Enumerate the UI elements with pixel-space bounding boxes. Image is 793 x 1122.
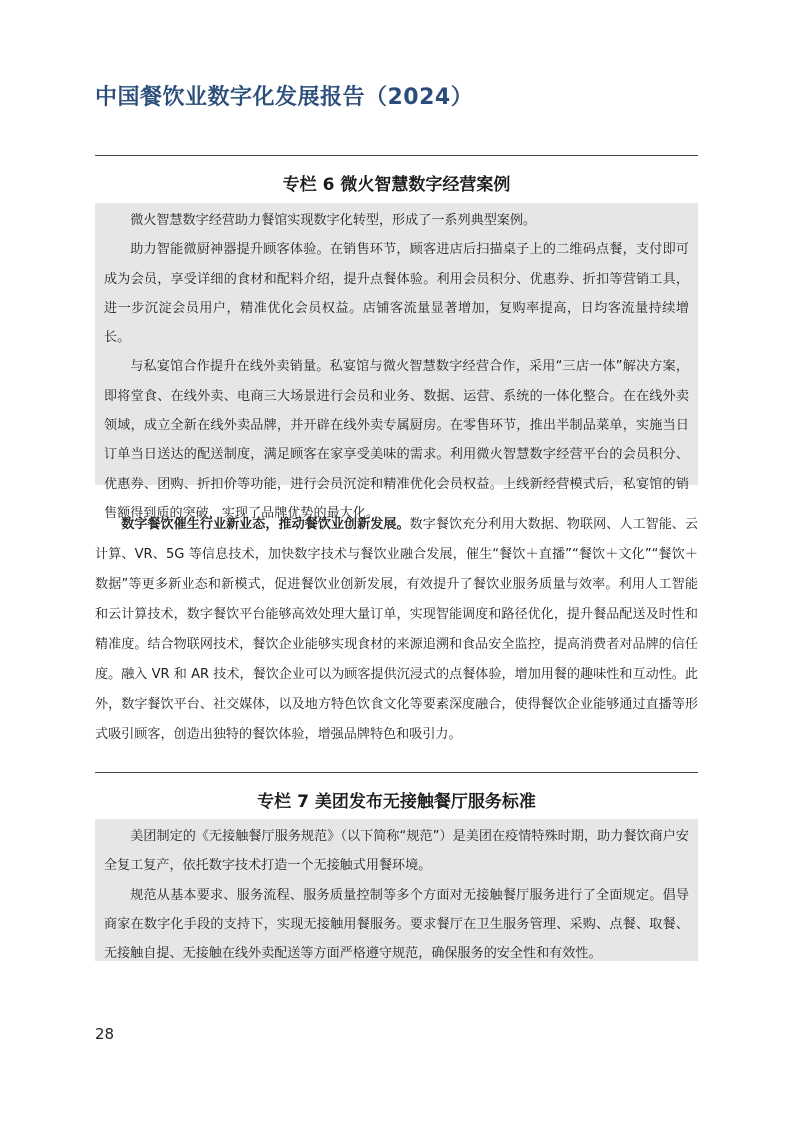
column7-paragraph: 美团制定的《无接触餐厅服务规范》（以下简称“规范”）是美团在疫情特殊时期，助力餐饮商户安全复工复产，依托数字技术打造一个无接触式用餐环境。	[104, 829, 689, 874]
column6-title: 专栏 6 微火智慧数字经营案例	[282, 175, 511, 195]
column7-box	[95, 819, 698, 961]
column6-top-rule	[95, 155, 698, 156]
column7-paragraph: 规范从基本要求、服务流程、服务质量控制等多个方面对无接触餐厅服务进行了全面规定。倡导商家在数字化手段的支持下，实现无接触用餐服务。要求餐厅在卫生服务管理、采购、点餐、取餐、无接触自提、无接触在线外卖配送等方面严格遵守规范，确保服务的安全性和有效性。	[104, 887, 689, 962]
column6-paragraph: 微火智慧数字经营助力餐馆实现数字化转型，形成了一系列典型案例。	[130, 213, 537, 228]
page-number: 28	[95, 1025, 115, 1043]
body-paragraph	[95, 510, 698, 750]
column6-paragraph: 助力智能微厨神器提升顾客体验。在销售环节，顾客进店后扫描桌子上的二维码点餐，支付即可成为会员，享受详细的食材和配料介绍，提升点餐体验。利用会员积分、优惠券、折扣等营销工具，进一步沉淀会员用户，精准优化会员权益。店铺客流量显著增加，复购率提高，日均客流量持续增长。	[104, 242, 689, 346]
column7-title: 专栏 7 美团发布无接触餐厅服务标准	[257, 792, 536, 812]
column6-box	[95, 203, 698, 521]
body-text: 数字餐饮充分利用大数据、物联网、人工智能、云计算、VR、5G 等信息技术，加快数字技术与餐饮业融合发展，催生“餐饮＋直播”“餐饮＋文化”“餐饮＋数据”等更多新业态和新模式，促进餐饮业创新发展，有效提升了餐饮业服务质量与效率。利用人工智能和云计算技术，数字餐饮平台能够高效处理大量订单，实现智能调度和路径优化，提升餐品配送及时性和精准度。结合物联网技术，餐饮企业能够实现食材的来源追溯和食品安全监控，提高消费者对品牌的信任度。融入 VR 和 AR 技术，餐饮企业可以为顾客提供沉浸式的点餐体验，增加用餐的趣味性和互动性。此外，数字餐饮平台、社交媒体，以及地方特色饮食文化等要素深度融合，使得餐饮企业能够通过直播等形式吸引顾客，创造出独特的餐饮体验，增强品牌特色和吸引力。	[95, 517, 699, 742]
body-lead: 数字餐饮催生行业新业态，推动餐饮业创新发展。	[121, 517, 410, 532]
report-title: 中国餐饮业数字化发展报告（2024）	[95, 85, 474, 110]
column7-top-rule	[95, 772, 698, 773]
column6-paragraph: 与私宴馆合作提升在线外卖销量。私宴馆与微火智慧数字经营合作，采用“三店一体”解决方案，即将堂食、在线外卖、电商三大场景进行会员和业务、数据、运营、系统的一体化整合。在在线外卖领域，成立全新在线外卖品牌，并开辟在线外卖专属厨房。在零售环节，推出半制品菜单，实施当日订单当日送达的配送制度，满足顾客在家享受美味的需求。利用微火智慧数字经营平台的会员积分、优惠券、团购、折扣价等功能，进行会员沉淀和精准优化会员权益。上线新经营模式后，私宴馆的销售额得到质的突破，实现了品牌优势的最大化。	[104, 359, 689, 521]
